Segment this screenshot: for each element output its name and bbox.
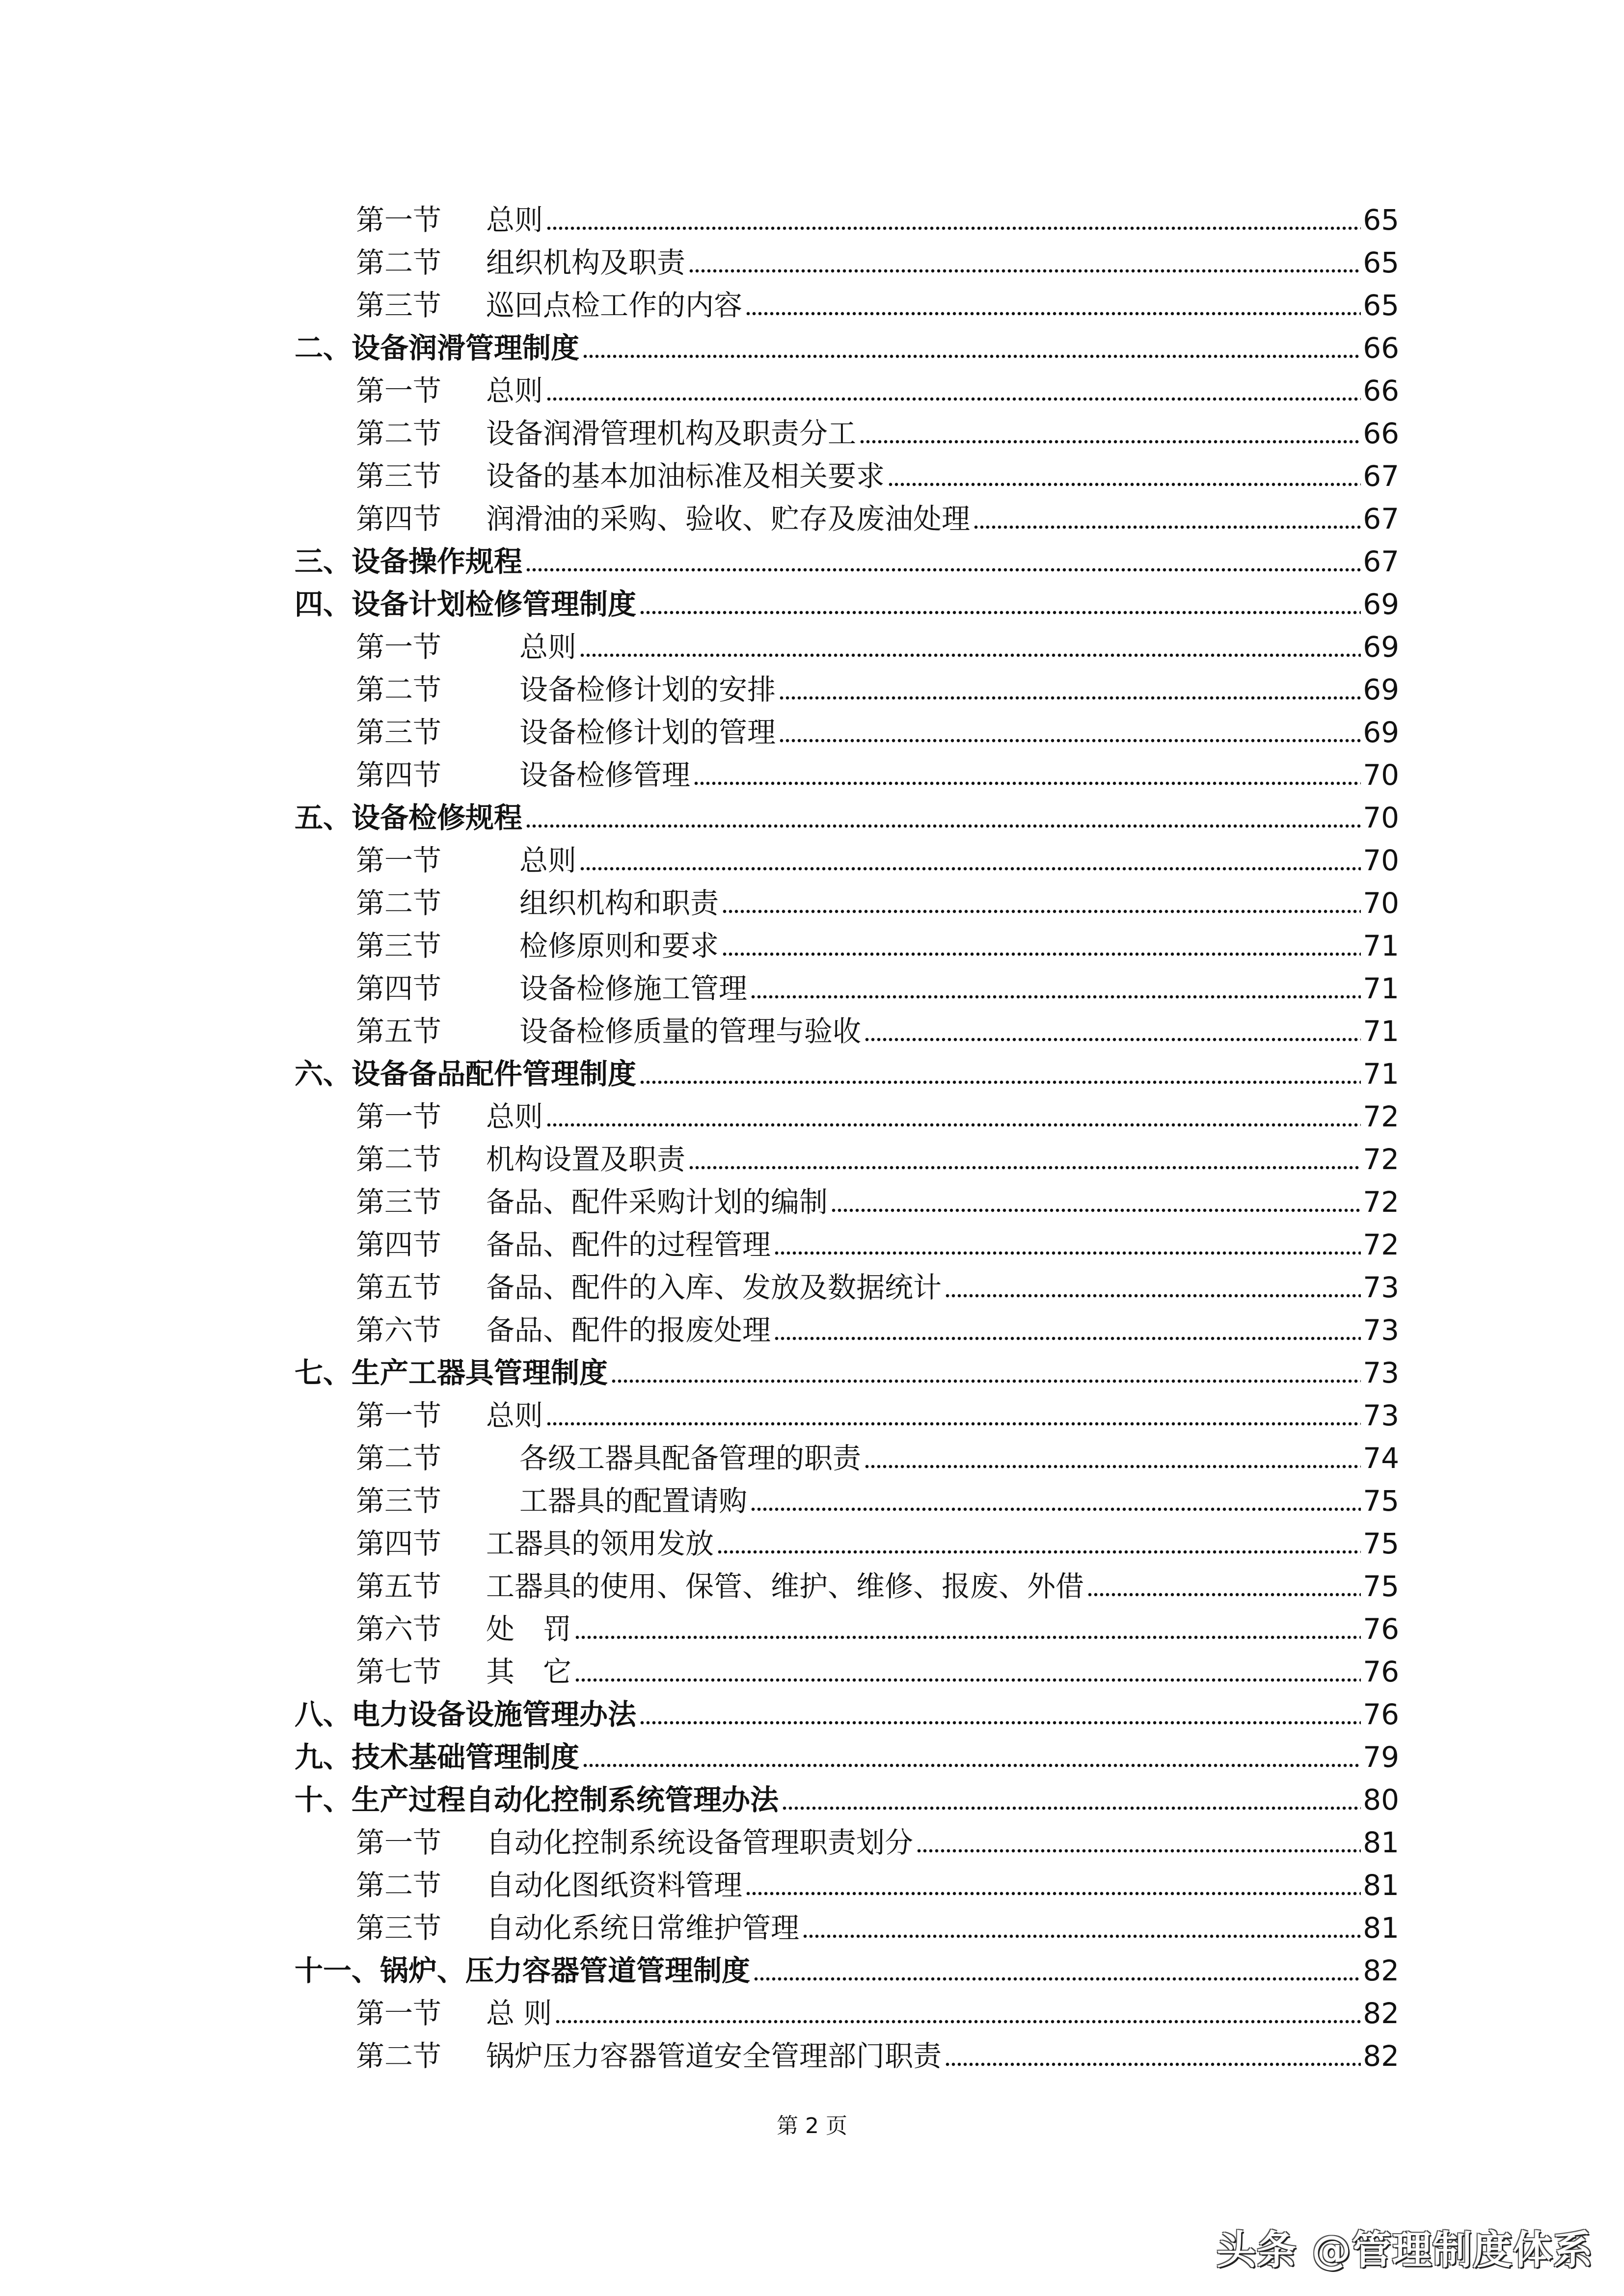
toc-title: 机构设置及职责 <box>486 1143 686 1176</box>
dot-leader <box>864 1037 1361 1042</box>
toc-page-number: 81 <box>1363 1869 1399 1902</box>
toc-chapter-entry[interactable] <box>295 1949 1399 1992</box>
toc-page-number: 73 <box>1363 1313 1399 1347</box>
toc-section-entry[interactable] <box>295 2035 1399 2078</box>
toc-title: 工器具的使用、保管、维护、维修、报废、外借 <box>486 1570 1084 1603</box>
toc-section-number: 第四节 <box>356 1228 442 1261</box>
toc-section-entry[interactable] <box>295 1651 1399 1693</box>
toc-section-number: 第一节 <box>356 844 442 877</box>
toc-section-number: 第三节 <box>356 1484 442 1518</box>
toc-page-number: 69 <box>1363 716 1399 749</box>
dot-leader <box>717 1549 1361 1554</box>
toc-title: 设备检修质量的管理与验收 <box>519 1015 862 1048</box>
dot-leader <box>611 1379 1361 1384</box>
toc-section-entry[interactable] <box>295 1010 1399 1053</box>
dot-leader <box>745 1891 1361 1896</box>
toc-title: 锅炉压力容器管道安全管理部门职责 <box>486 2039 942 2073</box>
toc-section-entry[interactable] <box>295 455 1399 498</box>
toc-chapter-entry[interactable] <box>295 540 1399 583</box>
toc-section-number: 第二节 <box>356 2039 442 2073</box>
toc-chapter-entry[interactable] <box>295 1779 1399 1821</box>
toc-chapter-entry[interactable] <box>295 327 1399 370</box>
toc-chapter-entry[interactable] <box>295 1053 1399 1095</box>
toc-title: 备品、配件的报废处理 <box>486 1313 771 1347</box>
toc-title: 七、生产工器具管理制度 <box>295 1356 608 1389</box>
toc-page-number: 73 <box>1363 1356 1399 1389</box>
toc-title: 十一、锅炉、压力容器管道管理制度 <box>295 1954 751 1987</box>
toc-chapter-entry[interactable] <box>295 1352 1399 1394</box>
toc-section-entry[interactable] <box>295 1821 1399 1864</box>
toc-section-number: 第一节 <box>356 1399 442 1432</box>
dot-leader <box>774 1336 1361 1341</box>
toc-title: 各级工器具配备管理的职责 <box>519 1442 862 1475</box>
toc-section-number: 第三节 <box>356 459 442 493</box>
toc-section-entry[interactable] <box>295 1394 1399 1437</box>
toc-page-number: 75 <box>1363 1484 1399 1518</box>
toc-section-number: 第二节 <box>356 246 442 279</box>
toc-title: 检修原则和要求 <box>519 929 719 962</box>
dot-leader <box>916 1848 1361 1853</box>
toc-page-number: 69 <box>1363 673 1399 706</box>
toc-section-number: 第三节 <box>356 1185 442 1219</box>
toc-page-number: 65 <box>1363 289 1399 322</box>
toc-section-number: 第四节 <box>356 972 442 1005</box>
toc-page-number: 75 <box>1363 1570 1399 1603</box>
toc-section-number: 第五节 <box>356 1271 442 1304</box>
toc-page-number: 72 <box>1363 1228 1399 1261</box>
toc-page-number: 70 <box>1363 801 1399 834</box>
toc-section-number: 第二节 <box>356 1869 442 1902</box>
toc-section-entry[interactable] <box>295 370 1399 412</box>
toc-section-number: 第二节 <box>356 417 442 450</box>
toc-section-entry[interactable] <box>295 241 1399 284</box>
toc-section-number: 第六节 <box>356 1313 442 1347</box>
dot-leader <box>945 1293 1361 1298</box>
toc-page-number: 81 <box>1363 1911 1399 1945</box>
table-of-contents <box>295 199 1399 2078</box>
toc-page-number: 72 <box>1363 1143 1399 1176</box>
toc-section-entry[interactable] <box>295 1480 1399 1522</box>
toc-section-entry[interactable] <box>295 1095 1399 1138</box>
toc-title: 总则 <box>486 203 543 237</box>
dot-leader <box>802 1934 1361 1939</box>
dot-leader <box>693 781 1361 786</box>
toc-title: 设备的基本加油标准及相关要求 <box>486 459 885 493</box>
dot-leader <box>782 1806 1361 1811</box>
toc-title: 自动化图纸资料管理 <box>486 1869 743 1902</box>
toc-page-number: 71 <box>1363 929 1399 962</box>
toc-section-number: 第五节 <box>356 1570 442 1603</box>
toc-page-number: 82 <box>1363 2039 1399 2073</box>
toc-page-number: 69 <box>1363 587 1399 621</box>
toc-section-entry[interactable] <box>295 925 1399 967</box>
toc-page-number: 73 <box>1363 1271 1399 1304</box>
toc-section-entry[interactable] <box>295 1522 1399 1565</box>
toc-title: 设备检修施工管理 <box>519 972 748 1005</box>
toc-section-entry[interactable] <box>295 199 1399 241</box>
toc-chapter-entry[interactable] <box>295 1693 1399 1736</box>
dot-leader <box>546 1122 1361 1127</box>
toc-section-entry[interactable] <box>295 626 1399 668</box>
toc-title: 设备润滑管理机构及职责分工 <box>486 417 857 450</box>
toc-section-number: 第四节 <box>356 758 442 792</box>
toc-page-number: 71 <box>1363 1057 1399 1091</box>
toc-page-number: 73 <box>1363 1399 1399 1432</box>
toc-page-number: 72 <box>1363 1100 1399 1133</box>
dot-leader <box>639 610 1361 615</box>
toc-section-number: 第三节 <box>356 1911 442 1945</box>
toc-title: 总则 <box>486 374 543 407</box>
toc-title: 设备检修计划的安排 <box>519 673 776 706</box>
toc-section-number: 第一节 <box>356 630 442 664</box>
toc-section-number: 第四节 <box>356 1527 442 1560</box>
toc-page-number: 65 <box>1363 246 1399 279</box>
dot-leader <box>546 1421 1361 1426</box>
toc-title: 总则 <box>486 1100 543 1133</box>
toc-page-number: 81 <box>1363 1826 1399 1859</box>
toc-page-number: 66 <box>1363 331 1399 365</box>
toc-section-number: 第六节 <box>356 1612 442 1646</box>
toc-page-number: 66 <box>1363 417 1399 450</box>
dot-leader <box>574 1635 1361 1640</box>
toc-section-number: 第二节 <box>356 886 442 920</box>
toc-section-entry[interactable] <box>295 1181 1399 1224</box>
toc-title: 九、技术基础管理制度 <box>295 1740 580 1774</box>
dot-leader <box>831 1208 1361 1213</box>
dot-leader <box>945 2062 1361 2067</box>
toc-page-number: 82 <box>1363 1954 1399 1987</box>
toc-page-number: 75 <box>1363 1527 1399 1560</box>
toc-title: 总则 <box>519 630 577 664</box>
toc-section-entry[interactable] <box>295 1309 1399 1352</box>
toc-page-number: 67 <box>1363 545 1399 578</box>
toc-section-number: 第二节 <box>356 673 442 706</box>
toc-section-entry[interactable] <box>295 498 1399 540</box>
toc-section-entry[interactable] <box>295 967 1399 1010</box>
dot-leader <box>582 1763 1361 1768</box>
toc-page-number: 67 <box>1363 459 1399 493</box>
watermark: 头条 @管理制度体系 <box>1217 2227 1594 2273</box>
toc-title: 组织机构及职责 <box>486 246 686 279</box>
toc-title: 二、设备润滑管理制度 <box>295 331 580 365</box>
dot-leader <box>555 2019 1361 2024</box>
dot-leader <box>745 311 1361 316</box>
toc-section-entry[interactable] <box>295 1565 1399 1608</box>
dot-leader <box>973 525 1361 530</box>
toc-title: 六、设备备品配件管理制度 <box>295 1057 637 1091</box>
toc-title: 巡回点检工作的内容 <box>486 289 743 322</box>
dot-leader <box>546 397 1361 401</box>
dot-leader <box>750 994 1361 999</box>
toc-page-number: 71 <box>1363 1015 1399 1048</box>
toc-title: 设备检修管理 <box>519 758 691 792</box>
toc-section-entry[interactable] <box>295 711 1399 754</box>
toc-page-number: 72 <box>1363 1185 1399 1219</box>
toc-page-number: 74 <box>1363 1442 1399 1475</box>
toc-section-entry[interactable] <box>295 754 1399 797</box>
dot-leader <box>722 909 1361 914</box>
toc-chapter-entry[interactable] <box>295 1736 1399 1779</box>
toc-title: 自动化系统日常维护管理 <box>486 1911 800 1945</box>
toc-section-number: 第三节 <box>356 716 442 749</box>
toc-section-entry[interactable] <box>295 882 1399 925</box>
toc-title: 总则 <box>519 844 577 877</box>
dot-leader <box>774 1251 1361 1255</box>
toc-page-number: 80 <box>1363 1783 1399 1816</box>
toc-section-entry[interactable] <box>295 1138 1399 1181</box>
toc-page-number: 76 <box>1363 1655 1399 1688</box>
toc-page-number: 76 <box>1363 1698 1399 1731</box>
toc-section-number: 第三节 <box>356 289 442 322</box>
toc-section-number: 第三节 <box>356 929 442 962</box>
toc-section-entry[interactable] <box>295 412 1399 455</box>
toc-page-number: 65 <box>1363 203 1399 237</box>
toc-title: 工器具的配置请购 <box>519 1484 748 1518</box>
toc-title: 总 则 <box>486 1997 552 2030</box>
toc-title: 其 它 <box>486 1655 572 1688</box>
toc-section-entry[interactable] <box>295 1437 1399 1480</box>
dot-leader <box>525 824 1361 828</box>
dot-leader <box>688 268 1361 273</box>
toc-section-number: 第二节 <box>356 1442 442 1475</box>
toc-section-entry[interactable] <box>295 284 1399 327</box>
toc-title: 五、设备检修规程 <box>295 801 523 834</box>
toc-section-number: 第一节 <box>356 1100 442 1133</box>
toc-section-number: 第一节 <box>356 1826 442 1859</box>
toc-section-number: 第五节 <box>356 1015 442 1048</box>
dot-leader <box>779 738 1361 743</box>
toc-section-entry[interactable] <box>295 1864 1399 1907</box>
toc-section-entry[interactable] <box>295 1992 1399 2035</box>
toc-title: 处 罚 <box>486 1612 572 1646</box>
toc-section-number: 第一节 <box>356 203 442 237</box>
toc-title: 备品、配件的入库、发放及数据统计 <box>486 1271 942 1304</box>
toc-page-number: 70 <box>1363 886 1399 920</box>
toc-page-number: 66 <box>1363 374 1399 407</box>
toc-title: 自动化控制系统设备管理职责划分 <box>486 1826 914 1859</box>
dot-leader <box>888 482 1361 487</box>
toc-section-entry[interactable] <box>295 1907 1399 1949</box>
dot-leader <box>1087 1592 1361 1597</box>
toc-section-entry[interactable] <box>295 1608 1399 1651</box>
toc-chapter-entry[interactable] <box>295 583 1399 626</box>
toc-section-number: 第二节 <box>356 1143 442 1176</box>
toc-title: 润滑油的采购、验收、贮存及废油处理 <box>486 502 971 535</box>
dot-leader <box>753 1976 1361 1981</box>
toc-section-number: 第一节 <box>356 1997 442 2030</box>
dot-leader <box>779 695 1361 700</box>
toc-page-number: 70 <box>1363 758 1399 792</box>
toc-page-number: 79 <box>1363 1740 1399 1774</box>
toc-section-number: 第一节 <box>356 374 442 407</box>
dot-leader <box>525 567 1361 572</box>
dot-leader <box>688 1165 1361 1170</box>
toc-title: 八、电力设备设施管理办法 <box>295 1698 637 1731</box>
dot-leader <box>722 952 1361 957</box>
toc-section-entry[interactable] <box>295 1266 1399 1309</box>
toc-page-number: 82 <box>1363 1997 1399 2030</box>
dot-leader <box>859 439 1361 444</box>
dot-leader <box>574 1678 1361 1682</box>
dot-leader <box>639 1080 1361 1085</box>
toc-title: 十、生产过程自动化控制系统管理办法 <box>295 1783 779 1816</box>
dot-leader <box>579 653 1361 658</box>
dot-leader <box>579 866 1361 871</box>
toc-section-entry[interactable] <box>295 1224 1399 1266</box>
dot-leader <box>639 1720 1361 1725</box>
toc-page-number: 67 <box>1363 502 1399 535</box>
dot-leader <box>546 226 1361 231</box>
toc-title: 工器具的领用发放 <box>486 1527 714 1560</box>
dot-leader <box>582 354 1361 359</box>
toc-page-number: 76 <box>1363 1612 1399 1646</box>
toc-section-number: 第七节 <box>356 1655 442 1688</box>
toc-section-number: 第四节 <box>356 502 442 535</box>
dot-leader <box>864 1464 1361 1469</box>
toc-chapter-entry[interactable] <box>295 797 1399 839</box>
toc-title: 组织机构和职责 <box>519 886 719 920</box>
page-number: 第 2 页 <box>777 2113 847 2138</box>
toc-title: 三、设备操作规程 <box>295 545 523 578</box>
toc-page-number: 69 <box>1363 630 1399 664</box>
toc-title: 设备检修计划的管理 <box>519 716 776 749</box>
toc-title: 备品、配件的过程管理 <box>486 1228 771 1261</box>
toc-title: 备品、配件采购计划的编制 <box>486 1185 828 1219</box>
toc-title: 总则 <box>486 1399 543 1432</box>
toc-title: 四、设备计划检修管理制度 <box>295 587 637 621</box>
toc-page-number: 70 <box>1363 844 1399 877</box>
toc-section-entry[interactable] <box>295 668 1399 711</box>
dot-leader <box>750 1507 1361 1512</box>
toc-page-number: 71 <box>1363 972 1399 1005</box>
toc-section-entry[interactable] <box>295 839 1399 882</box>
